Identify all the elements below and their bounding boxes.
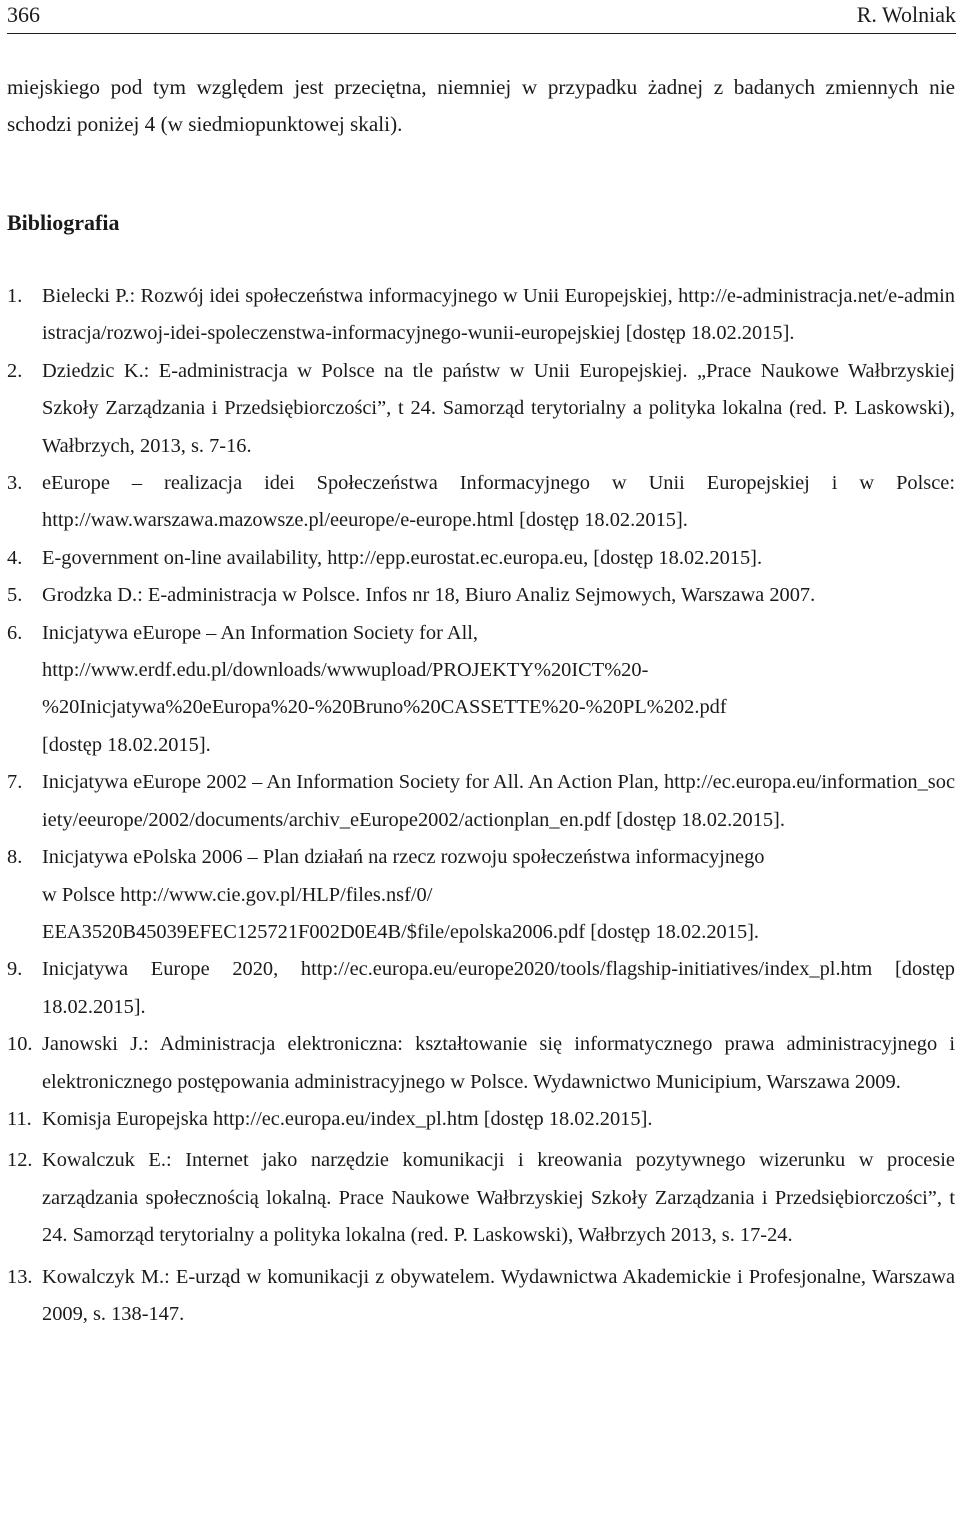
bibliography-entry: [0, 951, 960, 1026]
entry-number: 10.: [7, 1033, 33, 1056]
entry-number: 3.: [7, 472, 23, 495]
entry-number: 11.: [7, 1107, 32, 1130]
entry-text: Kowalczyk M.: E-urząd w komunikacji z obywatelem. Wydawnictwa Akademickie i Profesjonalne, Warszawa 2009, s. 138-147.: [42, 1265, 955, 1325]
entry-text-line: Inicjatywa ePolska 2006 – Plan działań na rzecz rozwoju społeczeństwa informacyjnego: [42, 846, 765, 869]
entry-number: 1.: [7, 285, 23, 307]
intro-paragraph: miejskiego pod tym względem jest przeciętna, niemniej w przypadku żadnej z badanych zmiennych nie schodzi poniżej 4 (w siedmiopunktowej skali).: [7, 75, 955, 136]
entry-text-line: [dostęp 18.02.2015].: [42, 733, 211, 756]
entry-text: Bielecki P.: Rozwój idei społeczeństwa informacyjnego w Unii Europejskiej, http://e-administracja.net/e-administracja/rozwoj-idei-spoleczenstwa-informacyjnego-wunii-europejskiej [dostęp 18.02.2015].: [42, 285, 955, 345]
entry-number: 9.: [7, 958, 23, 981]
bibliography-entry: [0, 839, 960, 951]
entry-text-line: Inicjatywa eEurope – An Information Society for All,: [42, 621, 479, 644]
entry-text: Kowalczuk E.: Internet jako narzędzie komunikacji i kreowania pozytywnego wizerunku w procesie zarządzania społecznością lokalną. Prace Naukowe Wałbrzyskiej Szkoły Zarządzania i Przedsiębiorczości”, t 24. Samorząd terytorialny a polityka lokalna (red. P. Laskowski), Wałbrzych 2013, s. 17-24.: [42, 1149, 955, 1247]
entry-text-line: EEA3520B45039EFEC125721F002D0E4B/$file/epolska2006.pdf [dostęp 18.02.2015].: [42, 920, 760, 943]
bibliography-entry: [0, 1026, 960, 1101]
entry-text-line: %20Inicjatywa%20eEuropa%20-%20Bruno%20CASSETTE%20-%20PL%202.pdf: [42, 696, 727, 719]
entry-number: 12.: [7, 1149, 33, 1172]
entry-text: Inicjatywa eEurope 2002 – An Information Society for All. An Action Plan, http://ec.europa.eu/information_society/eeurope/2002/documents/archiv_eEurope2002/actionplan_en.pdf [dostęp 18.02.2015].: [42, 771, 955, 831]
entry-text: Janowski J.: Administracja elektroniczna: kształtowanie się informatycznego prawa administracyjnego i elektronicznego postępowania administracyjnego w Polsce. Wydawnictwo Municipium, Warszawa 2009.: [42, 1033, 955, 1093]
entry-text: Grodzka D.: E-administracja w Polsce. Infos nr 18, Biuro Analiz Sejmowych, Warszawa 2007.: [42, 584, 816, 607]
bibliography-entry: [0, 353, 960, 465]
bibliography-entry: [0, 1142, 960, 1254]
entry-text-line: w Polsce http://www.cie.gov.pl/HLP/files.nsf/0/: [42, 883, 433, 906]
entry-text: E-government on-line availability, http://epp.eurostat.ec.europa.eu, [dostęp 18.02.2015].: [42, 546, 763, 569]
bibliography-list: [0, 278, 960, 1333]
entry-text: Komisja Europejska http://ec.europa.eu/index_pl.htm [dostęp 18.02.2015].: [42, 1107, 653, 1130]
entry-number: 4.: [7, 546, 23, 569]
entry-number: 2.: [7, 359, 23, 382]
bibliography-entry: [0, 278, 960, 353]
entry-number: 7.: [7, 771, 23, 794]
entry-number: 6.: [7, 621, 23, 644]
bibliography-entry: [0, 465, 960, 540]
bibliography-entry: [0, 540, 960, 577]
bibliography-entry: [0, 577, 960, 614]
bibliography-entry: [0, 1259, 960, 1334]
entry-number: 8.: [7, 846, 23, 869]
bibliography-entry: [0, 615, 960, 765]
entry-text: Inicjatywa Europe 2020, http://ec.europa.eu/europe2020/tools/flagship-initiatives/index_pl.htm [dostęp 18.02.2015].: [42, 958, 955, 1018]
entry-text: eEurope – realizacja idei Społeczeństwa Informacyjnego w Unii Europejskiej i w Polsce: http://waw.warszawa.mazowsze.pl/eeurope/e-europe.html [dostęp 18.02.2015].: [42, 472, 955, 532]
entry-text: Dziedzic K.: E-administracja w Polsce na tle państw w Unii Europejskiej. „Prace Naukowe Wałbrzyskiej Szkoły Zarządzania i Przedsiębiorczości”, t 24. Samorząd terytorialny a polityka lokalna (red. P. Laskowski), Wałbrzych, 2013, s. 7-16.: [42, 359, 955, 457]
entry-text-line: http://www.erdf.edu.pl/downloads/wwwupload/PROJEKTY%20ICT%20-: [42, 659, 649, 682]
running-head-author: R. Wolniak: [856, 2, 956, 27]
entry-number: 5.: [7, 584, 23, 607]
page-number: 366: [7, 2, 40, 27]
entry-number: 13.: [7, 1265, 33, 1288]
running-head: [7, 0, 956, 34]
bibliography-entry: [0, 1101, 960, 1138]
bibliography-heading: Bibliografia: [7, 210, 120, 235]
bibliography-entry: [0, 764, 960, 839]
